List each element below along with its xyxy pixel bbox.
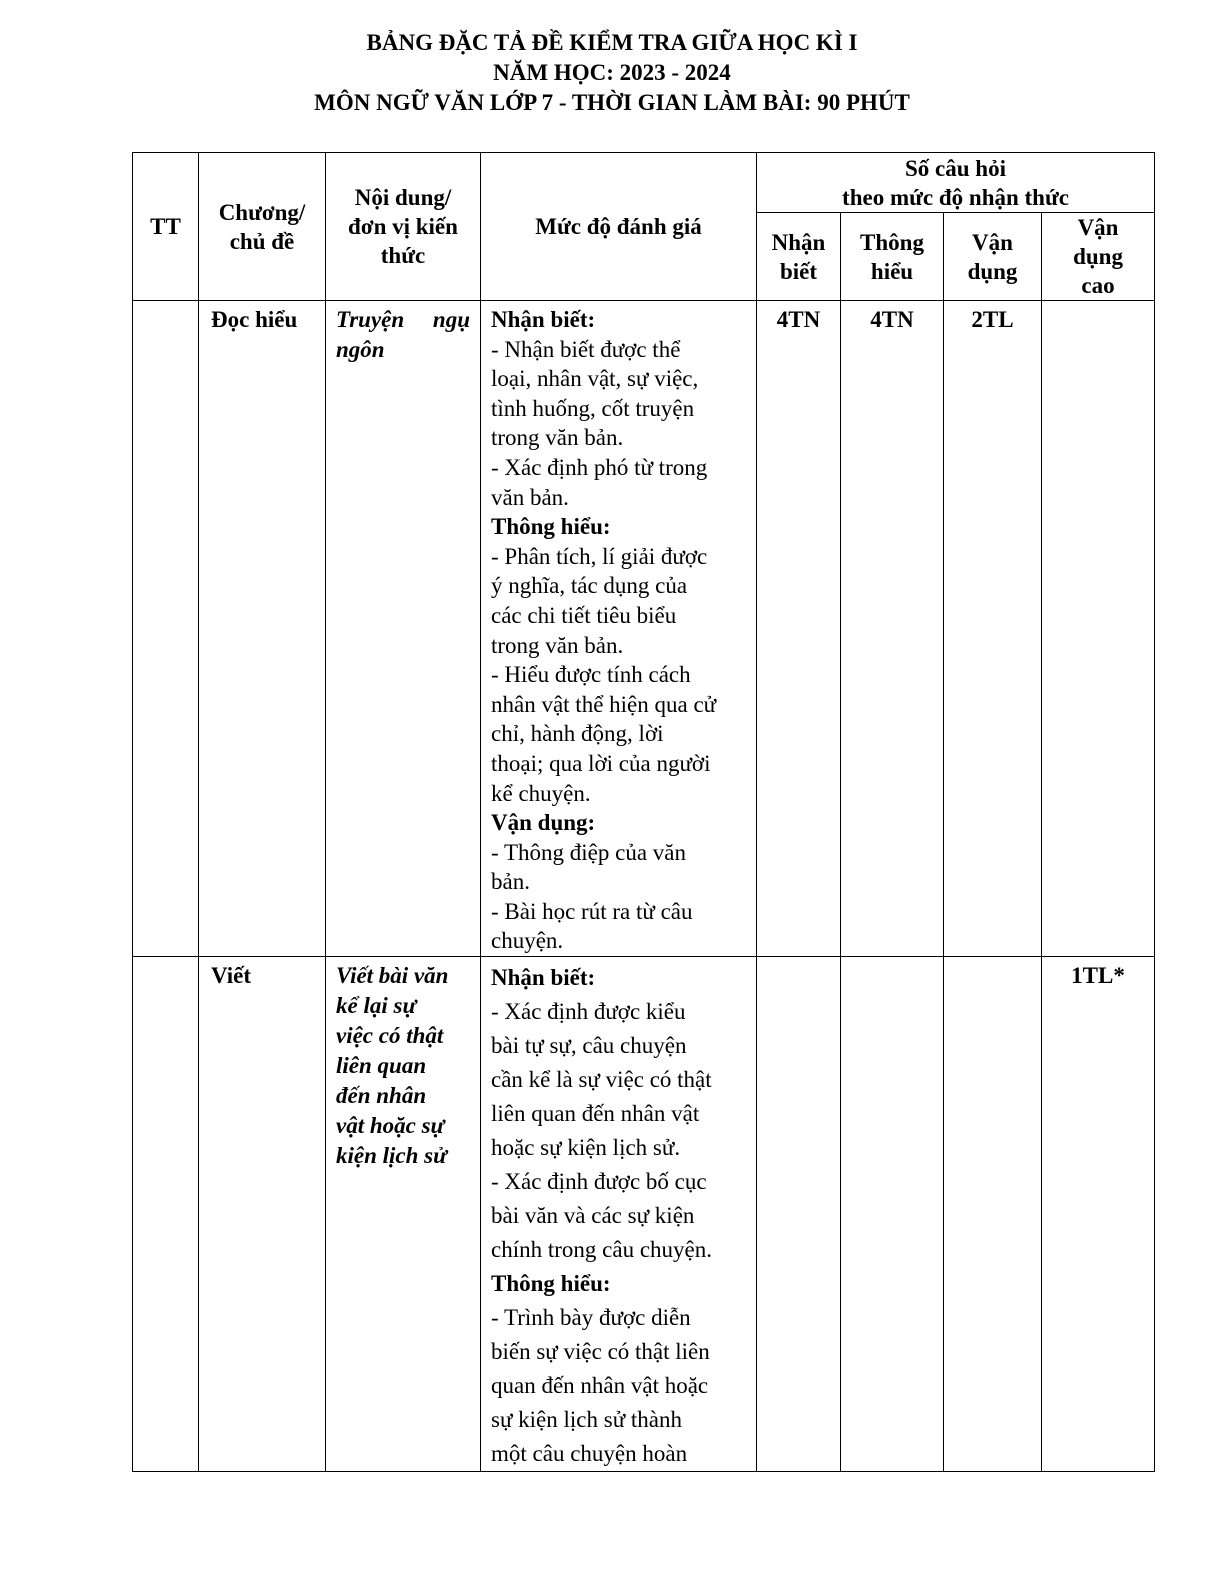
header-level-line: hiểu <box>870 258 914 284</box>
count-apply: 2TL <box>944 301 1042 957</box>
header-level-line: Vận <box>1077 215 1119 240</box>
row-assessment <box>481 301 757 957</box>
understand-heading: Thông hiểu: <box>491 514 611 540</box>
document-title-block <box>0 28 1224 118</box>
header-level-line: cao <box>1081 273 1115 298</box>
desc-line: cần kể là sự việc có thật <box>491 1067 712 1093</box>
desc-line: bản. <box>491 869 530 895</box>
table-header-row <box>133 153 1155 213</box>
header-content <box>326 153 481 301</box>
desc-line: kể chuyện. <box>491 780 591 806</box>
desc-line: - Hiểu được tính cách <box>491 662 691 688</box>
header-question-group <box>757 153 1155 213</box>
desc-line: liên quan đến nhân vật <box>491 1101 700 1127</box>
desc-line: - Xác định phó từ trong <box>491 454 708 480</box>
subject-and-duration: MÔN NGỮ VĂN LỚP 7 - THỜI GIAN LÀM BÀI: 90 PHÚT <box>314 90 910 115</box>
count-recognize: 4TN <box>757 301 841 957</box>
desc-line: sự kiện lịch sử thành <box>491 1407 683 1433</box>
header-level-line: dụng <box>1073 244 1123 269</box>
row-topic: Đọc hiểu <box>199 301 326 957</box>
desc-line: tình huống, cốt truyện <box>491 395 695 421</box>
header-content-line: thức <box>380 243 426 268</box>
header-content-line: Nội dung/ <box>354 185 452 210</box>
recognize-heading: Nhận biết: <box>491 307 596 332</box>
row-assessment <box>481 957 757 1472</box>
header-level-recognize <box>757 213 841 301</box>
desc-line: trong văn bản. <box>491 632 624 658</box>
count-apply-high: 1TL* <box>1042 957 1155 1472</box>
header-level-apply-high <box>1042 213 1155 301</box>
header-content-line: đơn vị kiến <box>348 214 458 239</box>
header-question-group-line: Số câu hỏi <box>905 155 1006 181</box>
desc-line: ý nghĩa, tác dụng của <box>491 573 688 599</box>
content-line: việc có thật <box>336 1023 444 1049</box>
desc-line: một câu chuyện hoàn <box>491 1441 688 1467</box>
header-level-line: biết <box>779 258 818 284</box>
content-line: liên quan <box>336 1053 427 1079</box>
desc-line: các chi tiết tiêu biểu <box>491 602 677 628</box>
specification-table <box>132 152 1155 1472</box>
desc-line: chính trong câu chuyện. <box>491 1237 712 1263</box>
row-content <box>326 301 481 957</box>
content-line: kể lại sự <box>336 993 417 1019</box>
desc-line: - Bài học rút ra từ câu <box>491 898 693 924</box>
row-content <box>326 957 481 1472</box>
table-row <box>133 957 1155 1472</box>
desc-line: loại, nhân vật, sự việc, <box>491 366 699 392</box>
header-level-line: Nhận <box>771 229 826 255</box>
table-row <box>133 301 1155 957</box>
desc-line: văn bản. <box>491 484 569 510</box>
school-year: NĂM HỌC: 2023 - 2024 <box>493 60 731 85</box>
desc-line: - Xác định được bố cục <box>491 1169 707 1195</box>
header-topic-line: chủ đề <box>229 228 295 254</box>
header-tt: TT <box>133 153 199 301</box>
document-title: BẢNG ĐẶC TẢ ĐỀ KIỂM TRA GIỮA HỌC KÌ I <box>366 30 858 55</box>
header-topic-line: Chương/ <box>218 199 306 225</box>
content-line: Truyện ngụ <box>336 307 470 332</box>
count-apply <box>944 957 1042 1472</box>
desc-line: quan đến nhân vật hoặc <box>491 1373 709 1399</box>
recognize-heading: Nhận biết: <box>491 965 596 991</box>
desc-line: - Phân tích, lí giải được <box>491 543 708 569</box>
desc-line: chuyện. <box>491 928 564 954</box>
header-assessment: Mức độ đánh giá <box>481 153 757 301</box>
header-topic <box>199 153 326 301</box>
content-line: đến nhân <box>336 1083 427 1109</box>
desc-line: trong văn bản. <box>491 425 624 451</box>
desc-line: bài tự sự, câu chuyện <box>491 1033 687 1059</box>
desc-line: biến sự việc có thật liên <box>491 1339 710 1365</box>
row-topic: Viết <box>199 957 326 1472</box>
desc-line: - Trình bày được diễn <box>491 1305 691 1331</box>
count-understand <box>841 957 944 1472</box>
header-level-line: Thông <box>860 229 924 255</box>
header-level-understand <box>841 213 944 301</box>
count-recognize <box>757 957 841 1472</box>
content-line: ngôn <box>336 337 385 362</box>
row-tt <box>133 957 199 1472</box>
desc-line: - Thông điệp của văn <box>491 839 687 865</box>
row-tt <box>133 301 199 957</box>
understand-heading: Thông hiểu: <box>491 1271 611 1297</box>
desc-line: chỉ, hành động, lời <box>491 721 664 747</box>
desc-line: bài văn và các sự kiện <box>491 1203 695 1229</box>
header-question-group-line: theo mức độ nhận thức <box>842 184 1069 210</box>
desc-line: hoặc sự kiện lịch sử. <box>491 1135 681 1161</box>
header-level-line: dụng <box>967 258 1018 284</box>
desc-line: thoại; qua lời của người <box>491 750 711 776</box>
content-line: Viết bài văn <box>336 963 449 989</box>
header-level-apply <box>944 213 1042 301</box>
content-line: vật hoặc sự <box>336 1113 445 1139</box>
count-understand: 4TN <box>841 301 944 957</box>
desc-line: - Nhận biết được thể <box>491 336 681 362</box>
header-level-line: Vận <box>972 229 1013 255</box>
count-apply-high <box>1042 301 1155 957</box>
apply-heading: Vận dụng: <box>491 810 596 836</box>
desc-line: - Xác định được kiểu <box>491 999 686 1025</box>
desc-line: nhân vật thể hiện qua cử <box>491 691 717 717</box>
content-line: kiện lịch sử <box>336 1143 447 1169</box>
